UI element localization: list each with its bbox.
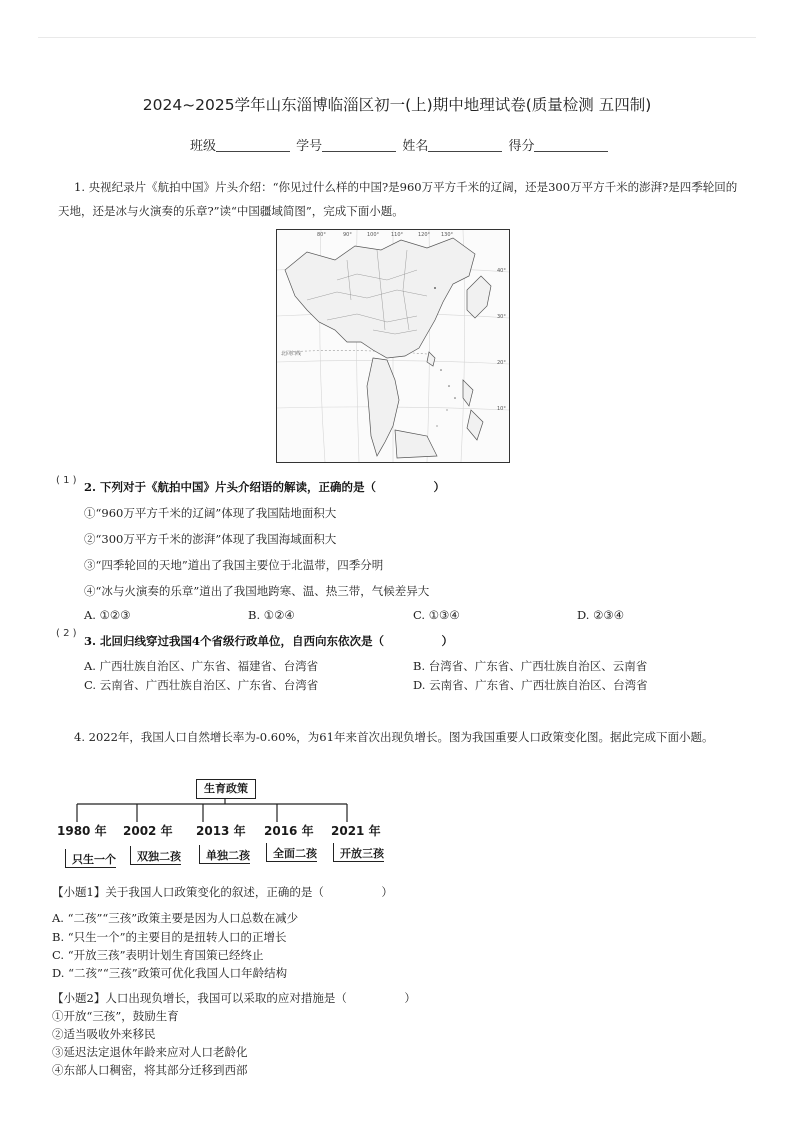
statement: ①开放“三孩”，鼓励生育 [52, 1009, 179, 1023]
lon-label: 120° [418, 232, 431, 238]
field-name-blank[interactable] [428, 139, 502, 152]
policy-box: 只生一个 [65, 849, 116, 868]
exam-title: 2024~2025学年山东淄博临淄区初一(上)期中地理试卷(质量检测 五四制) [142, 96, 652, 114]
small-question-2: 【小题2】人口出现负增长，我国可以采取的应对措施是（ ） [52, 991, 416, 1005]
china-territory-map [276, 229, 510, 463]
field-number-blank[interactable] [322, 139, 396, 152]
option-d[interactable]: D. 云南省、广东省、广西壮族自治区、台湾省 [413, 678, 648, 692]
sub-question-2-tag: ( 2 ) [56, 628, 77, 639]
lon-label: 130° [441, 232, 454, 238]
lat-label: 40° [497, 268, 506, 274]
statement: ③“四季轮回的天地”道出了我国主要位于北温带，四季分明 [84, 558, 384, 572]
lat-label: 10° [497, 406, 506, 412]
population-policy-diagram [55, 776, 395, 872]
question-2-text: 2. 下列对于《航拍中国》片头介绍语的解读，正确的是（ ） [84, 480, 446, 494]
small-question-1: 【小题1】关于我国人口政策变化的叙述，正确的是（ ） [52, 885, 393, 899]
header-divider [38, 37, 756, 38]
option-d[interactable]: D. “二孩”“三孩”政策可优化我国人口年龄结构 [52, 966, 288, 980]
option-c[interactable]: C. ①③④ [413, 608, 460, 622]
policy-year: 2021 年 [331, 824, 381, 838]
question-3-text: 3. 北回归线穿过我国4个省级行政单位，自西向东依次是（ ） [84, 634, 454, 648]
statement: ④东部人口稠密，将其部分迁移到西部 [52, 1063, 248, 1077]
lon-label: 90° [343, 232, 352, 238]
option-d[interactable]: D. ②③④ [577, 608, 625, 622]
option-c[interactable]: C. “开放三孩”表明计划生育国策已经终止 [52, 948, 264, 962]
statement: ②适当吸收外来移民 [52, 1027, 156, 1041]
field-class-blank[interactable] [216, 139, 290, 152]
policy-box: 单独二孩 [199, 845, 250, 864]
policy-box: 双独二孩 [130, 846, 181, 865]
lon-label: 80° [317, 232, 326, 238]
policy-box: 全面二孩 [266, 843, 317, 862]
lat-label: 30° [497, 314, 506, 320]
field-name-label: 姓名 [402, 139, 429, 154]
option-a[interactable]: A. ①②③ [84, 608, 131, 622]
policy-year: 2002 年 [123, 824, 173, 838]
policy-year: 2013 年 [196, 824, 246, 838]
field-class-label: 班级 [190, 139, 217, 154]
statement: ①“960万平方千米的辽阔”体现了我国陆地面积大 [84, 506, 337, 520]
option-b[interactable]: B. “只生一个”的主要目的是扭转人口的正增长 [52, 930, 287, 944]
policy-year: 1980 年 [57, 824, 107, 838]
option-b[interactable]: B. ①②④ [248, 608, 295, 622]
policy-year: 2016 年 [264, 824, 314, 838]
statement: ②“300万平方千米的澎湃”体现了我国海域面积大 [84, 532, 337, 546]
tropic-label: 北回归线 [281, 351, 302, 357]
option-a[interactable]: A. “二孩”“三孩”政策主要是因为人口总数在减少 [52, 911, 299, 925]
statement: ③延迟法定退休年龄来应对人口老龄化 [52, 1045, 248, 1059]
policy-box: 开放三孩 [333, 843, 384, 862]
question-4-stem: 4. 2022年，我国人口自然增长率为-0.60%，为61年来首次出现负增长。图为我国重要人口政策变化图。据此完成下面小题。 [74, 730, 714, 744]
lat-label: 20° [497, 360, 506, 366]
option-a[interactable]: A. 广西壮族自治区、广东省、福建省、台湾省 [84, 659, 319, 673]
student-info-line [190, 135, 610, 154]
question-1-stem: 1. 央视纪录片《航拍中国》片头介绍：“你见过什么样的中国?是960万平方千米的辽阔，还是300万平方千米的澎湃?是四季轮回的天地，还是冰与火演奏的乐章?”读“中国疆域简图”，完成下面小题。 [58, 180, 738, 218]
field-number-label: 学号 [296, 139, 323, 154]
statement: ④“冰与火演奏的乐章”道出了我国地跨寒、温、热三带，气候差异大 [84, 584, 430, 598]
sub-question-1-tag: ( 1 ) [56, 475, 77, 486]
lon-label: 100° [367, 232, 380, 238]
policy-head-box: 生育政策 [196, 779, 256, 799]
field-score-blank[interactable] [534, 139, 608, 152]
china-map-figure [277, 230, 509, 462]
option-b[interactable]: B. 台湾省、广东省、广西壮族自治区、云南省 [413, 659, 648, 673]
lon-label: 110° [391, 232, 404, 238]
option-c[interactable]: C. 云南省、广西壮族自治区、广东省、台湾省 [84, 678, 319, 692]
field-score-label: 得分 [508, 139, 535, 154]
